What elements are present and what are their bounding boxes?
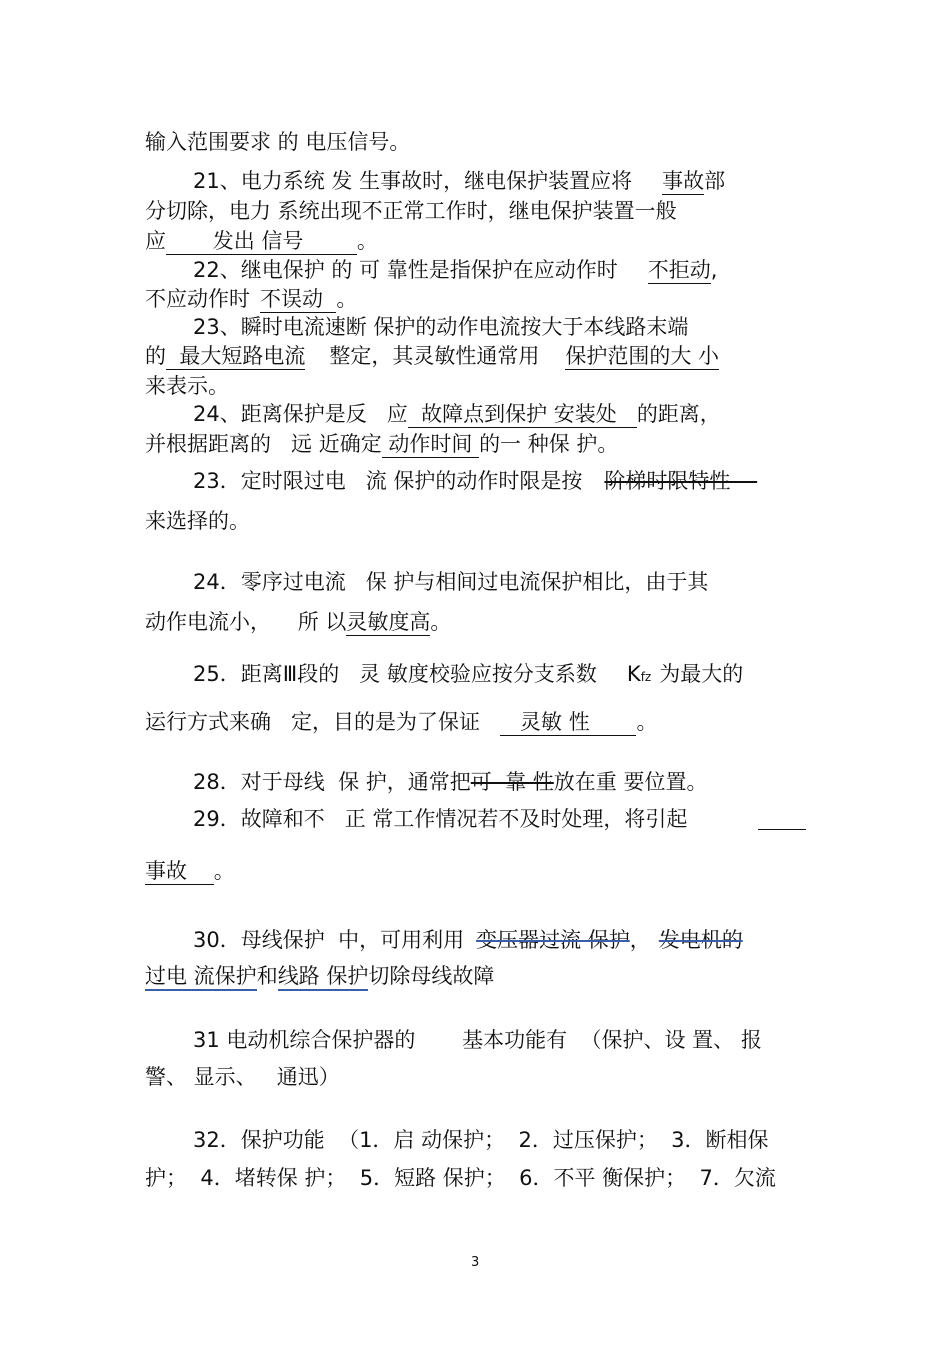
question-23b — [193, 471, 757, 492]
line-text: 23．定时限过电 流 保护的动作时限是按 — [193, 469, 583, 493]
line-text: 放在重 要位置。 — [553, 770, 708, 794]
coefficient-symbol: K — [626, 662, 641, 686]
answer-blue-struck: 发电机的 — [658, 928, 743, 952]
question-29 — [193, 809, 687, 830]
line-text: 。 — [356, 229, 378, 253]
answer-underlined: 灵敏 性 — [500, 710, 637, 734]
line-text: ， — [629, 928, 651, 952]
question-24a — [193, 404, 721, 425]
line-text: 23、瞬时电流速断 保护的动作电流按大于本线路末端 — [193, 315, 689, 339]
question-28 — [193, 772, 707, 793]
line-text: 为最大的 — [659, 662, 744, 686]
question-24b — [193, 572, 708, 593]
line-text: 运行方式来确 定，目的是为了保证 — [145, 710, 481, 734]
answer-underlined: 发出 信号 — [166, 229, 357, 253]
question-23a — [193, 317, 688, 338]
line-text: 动作电流小， 所 以 — [145, 610, 347, 634]
line-text: 的一 种保 护。 — [479, 432, 619, 456]
line-text: 的距离， — [636, 402, 721, 426]
page-number: 3 — [471, 1255, 480, 1270]
text-line — [145, 289, 357, 310]
line-text: 输入范围要求 的 电压信号。 — [145, 130, 411, 154]
question-30 — [193, 930, 743, 951]
line-text: 警、 显示、 通迅） — [145, 1065, 340, 1089]
answer-blue-underlined: 过电 流保护 — [145, 964, 257, 991]
text-line — [145, 132, 410, 153]
line-text: 。 — [336, 287, 358, 311]
text-line — [145, 434, 618, 455]
line-text: 。 — [430, 610, 452, 634]
text-line — [145, 612, 451, 633]
answer-underlined: 动作时间 — [381, 432, 480, 456]
line-text: 的 — [145, 344, 166, 368]
text-line — [145, 201, 677, 222]
line-text: , — [710, 258, 718, 282]
answer-underlined: 不拒动 — [647, 258, 711, 282]
line-text: 24、距离保护是反 应 — [193, 402, 408, 426]
line-text: 21、电力系统 发 生事故时，继电保护装置应将 — [193, 169, 633, 193]
answer-struck: 阶梯时限特性 — [604, 469, 758, 493]
line-text: 整定，其灵敏性通常用 — [329, 344, 540, 368]
answer-underlined: 故障点到保护 安装处 — [407, 402, 637, 426]
text-line — [145, 861, 235, 882]
line-text: 切除母线故障 — [368, 964, 495, 988]
line-text: 31 电动机综合保护器的 基本功能有 （保护、设 置、 报 — [193, 1028, 762, 1052]
answer-blank — [758, 829, 806, 830]
answer-underlined: 灵敏度高 — [346, 610, 431, 634]
text-line — [145, 346, 719, 367]
answer-underlined: 事故 — [145, 859, 214, 883]
coefficient-subscript: fz — [640, 670, 652, 684]
line-text: 护； 4．堵转保 护； 5．短路 保护； 6．不平 衡保护； 7．欠流 — [145, 1166, 776, 1190]
line-text: 30．母线保护 中，可用利用 — [193, 928, 465, 952]
answer-blue-underlined: 线路 保护 — [278, 964, 369, 991]
line-text: 。 — [213, 859, 235, 883]
line-text: 不应动作时 — [145, 287, 250, 311]
line-text: 和 — [256, 964, 278, 988]
answer-blue-struck: 变压器过流 保护 — [476, 928, 630, 952]
line-text: 22、继电保护 的 可 靠性是指保护在应动作时 — [193, 258, 618, 282]
line-text: 29．故障和不 正 常工作情况若不及时处理，将引起 — [193, 807, 688, 831]
answer-underlined: 保护范围的大 小 — [565, 344, 720, 368]
line-text: 来选择的。 — [145, 509, 250, 533]
text-line — [145, 712, 657, 733]
text-line — [145, 376, 229, 397]
question-21 — [193, 171, 725, 192]
text-line — [145, 1168, 776, 1189]
line-text: 并根据距离的 远 近确定 — [145, 432, 382, 456]
line-text: 应 — [145, 229, 166, 253]
line-text: 来表示。 — [145, 374, 229, 398]
text-line — [145, 966, 494, 987]
line-text: 部 — [704, 169, 726, 193]
line-text: 24．零序过电流 保 护与相间过电流保护相比，由于其 — [193, 570, 709, 594]
text-line — [145, 1067, 340, 1088]
answer-struck: 可 靠 性 — [470, 770, 554, 794]
question-31 — [193, 1030, 762, 1051]
text-line — [145, 231, 378, 252]
question-25 — [193, 664, 743, 685]
line-text: 。 — [636, 710, 658, 734]
line-text: 25．距离Ⅲ段的 灵 敏度校验应按分支系数 — [193, 662, 597, 686]
line-text: 分切除，电力 系统出现不正常工作时，继电保护装置一般 — [145, 199, 677, 223]
question-32 — [193, 1130, 769, 1151]
line-text: 32．保护功能 （1．启 动保护； 2．过压保护； 3．断相保 — [193, 1128, 769, 1152]
text-line — [145, 511, 250, 532]
answer-underlined: 事故 — [662, 169, 705, 193]
answer-underlined: 不误动 — [260, 287, 337, 311]
line-text: 28．对于母线 保 护，通常把 — [193, 770, 471, 794]
question-22 — [193, 260, 717, 281]
answer-underlined: 最大短路电流 — [166, 344, 306, 368]
